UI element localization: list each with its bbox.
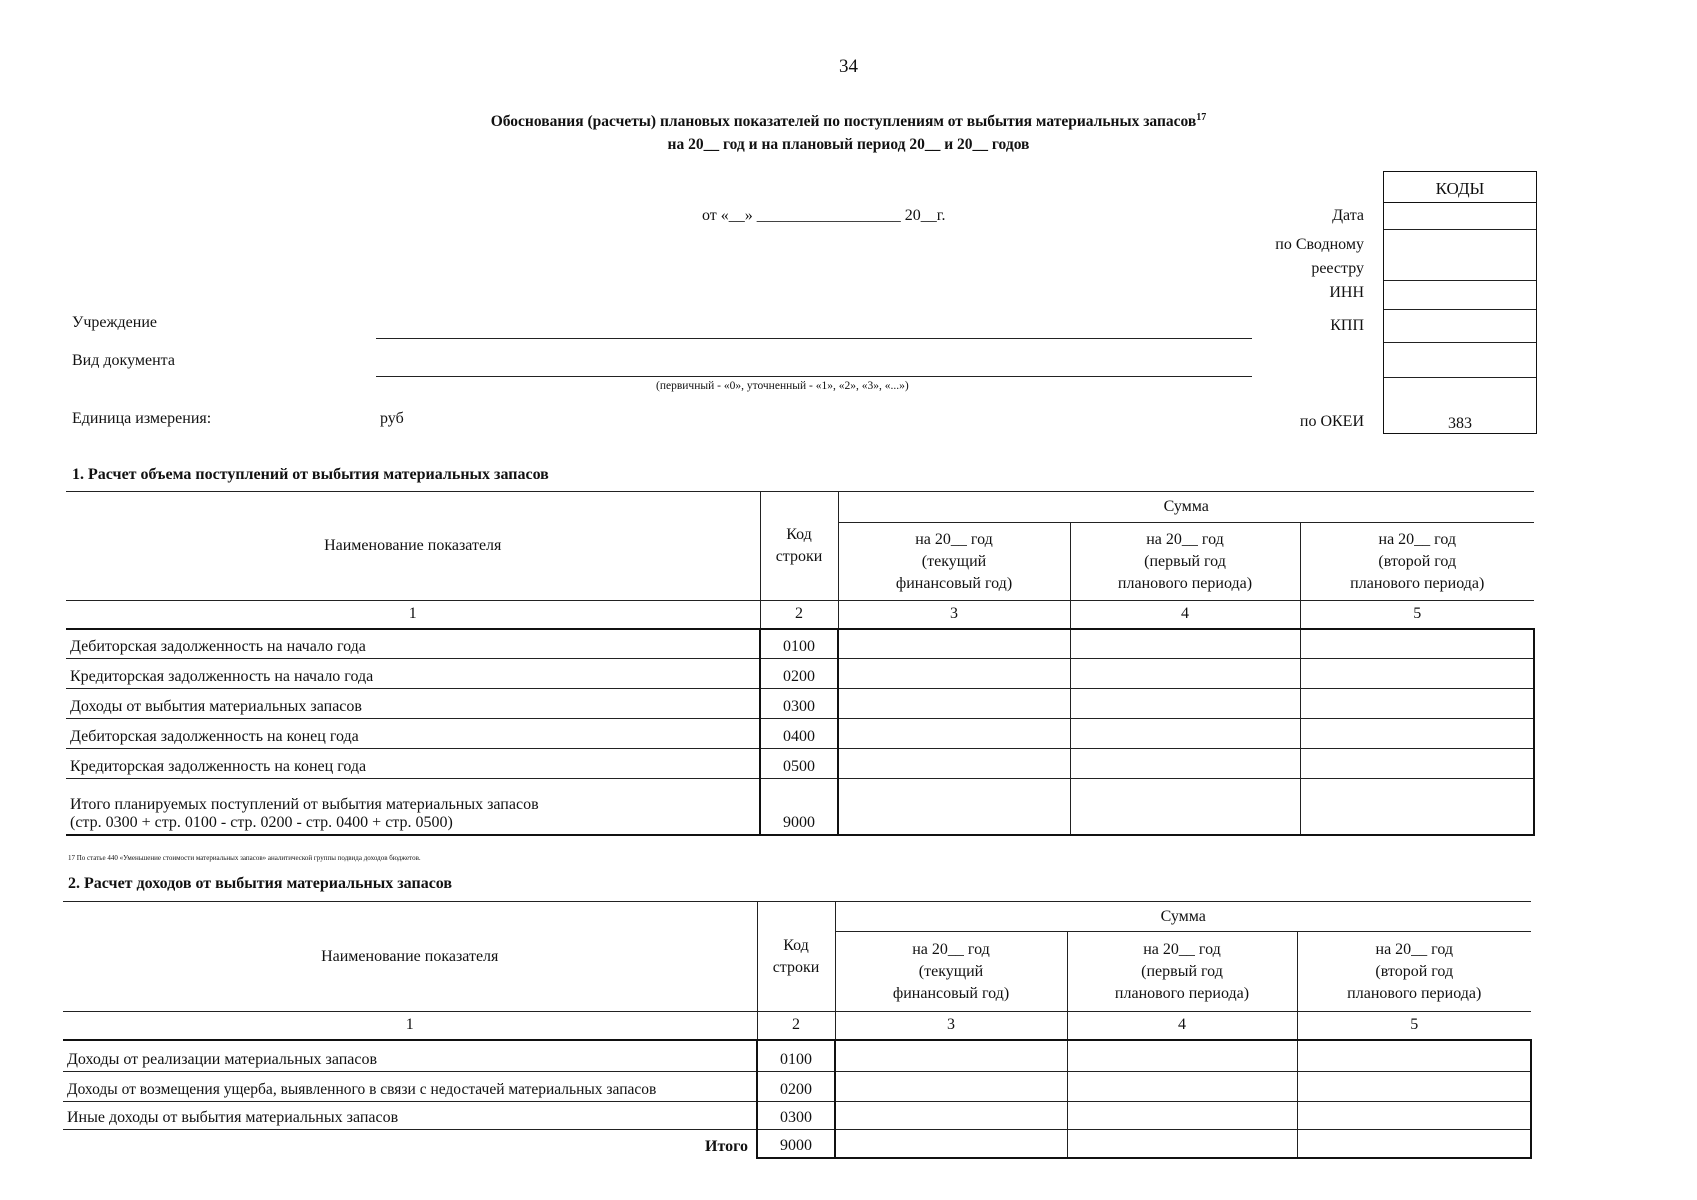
table-row [63,1102,1531,1130]
title-line-1: Обоснования (расчеты) плановых показателей по поступлениям от выбытия материальных запасов [490,113,1197,131]
s1-cell-y3[interactable] [1300,629,1534,659]
s1-cell-y1[interactable] [838,659,1070,689]
date-code-label: Дата [1332,207,1364,224]
s1-cell-y1[interactable] [838,629,1070,659]
section1-table [66,491,1535,836]
s1-cell-y2[interactable] [1070,629,1300,659]
s1-header-year3-2: (второй год [1378,552,1457,570]
registry-code-field[interactable] [1384,230,1536,281]
s1-header-year1 [838,523,1070,601]
s1-cell-y1[interactable] [838,749,1070,779]
s2-cell-y1[interactable] [835,1072,1067,1102]
s2-cell-y3[interactable] [1297,1040,1531,1072]
s1-header-code-2: строки [775,548,823,565]
s2-header-year1-3: финансовый год) [892,984,1010,1002]
doc-type-code-field[interactable] [1384,343,1536,378]
document-title [0,112,1697,131]
s2-total-y2[interactable] [1067,1130,1297,1158]
s1-row-name: Кредиторская задолженность на конец года [66,749,760,779]
s2-header-year2-3: планового периода) [1114,984,1250,1002]
doc-type-hint: (первичный - «0», уточненный - «1», «2», «3», «...») [656,380,909,392]
page-number: 34 [839,56,858,77]
s1-header-year1-3: финансовый год) [895,574,1013,592]
title-footnote-mark: 17 [1196,112,1207,123]
s1-row-code: 0300 [760,689,838,719]
kpp-code-label: КПП [1330,317,1364,334]
section2-table [63,901,1532,1159]
doc-type-label: Вид документа [72,352,175,369]
unit-label: Единица измерения: [72,410,212,427]
s2-total-y3[interactable] [1297,1130,1531,1158]
s1-row-code: 0200 [760,659,838,689]
s1-cell-y3[interactable] [1300,719,1534,749]
s2-cell-y2[interactable] [1067,1072,1297,1102]
s2-header-name: Наименование показателя [63,902,757,1012]
okei-code-label: по ОКЕИ [1299,413,1364,430]
s1-colnum-3: 3 [838,601,1070,629]
codes-box [1383,171,1537,434]
s1-cell-y3[interactable] [1300,749,1534,779]
inn-code-label: ИНН [1329,284,1364,301]
s1-cell-y3[interactable] [1300,689,1534,719]
s2-header-year3 [1297,932,1531,1012]
inn-code-field[interactable] [1384,281,1536,310]
registry-code-label-1: по Сводному [1275,236,1364,253]
s1-row-name: Дебиторская задолженность на конец года [66,719,760,749]
s2-header-year3-1: на 20__ год [1375,940,1454,958]
s1-row-code: 0400 [760,719,838,749]
s2-header-year1-2: (текущий [918,962,984,980]
s1-row-name: Доходы от выбытия материальных запасов [66,689,760,719]
unit-value: руб [380,410,404,427]
doc-type-field-line[interactable] [376,376,1252,377]
s2-row-code: 0300 [757,1102,835,1130]
institution-field-line[interactable] [376,338,1252,339]
s1-row-name: Кредиторская задолженность на начало года [66,659,760,689]
s2-header-sum: Сумма [835,902,1531,932]
s2-header-year3-2: (второй год [1375,962,1454,980]
s1-row-code: 0100 [760,629,838,659]
s1-colnum-1: 1 [408,605,417,623]
section1-title: 1. Расчет объема поступлений от выбытия материальных запасов [72,466,549,483]
s1-header-year2 [1070,523,1300,601]
s2-total-y1[interactable] [835,1130,1067,1158]
s1-total-name-2: (стр. 0300 + стр. 0100 - стр. 0200 - стр. 0400 + стр. 0500) [70,813,453,831]
s1-total-y2[interactable] [1070,779,1300,835]
s1-header-year3-1: на 20__ год [1378,530,1457,548]
s2-row-name: Доходы от возмещения ущерба, выявленного в связи с недостачей материальных запасов [63,1072,757,1102]
s1-cell-y3[interactable] [1300,659,1534,689]
s1-row-code: 0500 [760,749,838,779]
s1-header-code [760,492,838,601]
s2-cell-y1[interactable] [835,1040,1067,1072]
table-row [63,1072,1531,1102]
institution-label: Учреждение [72,314,157,331]
s2-colnum-1: 1 [405,1016,414,1034]
s2-colnum-4: 4 [1067,1012,1297,1040]
s1-header-sum: Сумма [838,492,1534,523]
section2-title: 2. Расчет доходов от выбытия материальных запасов [68,875,453,892]
s2-header-code-2: строки [772,958,820,976]
s1-total-name-1: Итого планируемых поступлений от выбытия материальных запасов [70,795,539,813]
s2-row-name: Иные доходы от выбытия материальных запасов [63,1102,757,1130]
s1-cell-y1[interactable] [838,719,1070,749]
registry-code-label-2: реестру [1311,260,1364,277]
table-row [66,749,1534,779]
s2-header-year1-1: на 20__ год [912,940,990,958]
s1-total-y1[interactable] [838,779,1070,835]
s1-header-year3 [1300,523,1534,601]
s1-colnum-2: 2 [760,601,838,629]
codes-header: КОДЫ [1384,172,1536,203]
s2-header-year3-3: планового периода) [1347,984,1482,1002]
s1-cell-y1[interactable] [838,689,1070,719]
s1-cell-y2[interactable] [1070,659,1300,689]
table-row [66,659,1534,689]
s1-total-y3[interactable] [1300,779,1534,835]
s2-row-code: 0100 [757,1040,835,1072]
s2-total-label: Итого [705,1137,748,1155]
s2-header-code [757,902,835,1012]
s2-header-year1 [835,932,1067,1012]
s2-header-year2-2: (первый год [1141,962,1223,980]
s2-header-year2 [1067,932,1297,1012]
s2-colnum-2: 2 [757,1012,835,1040]
s1-header-year2-3: планового периода) [1117,574,1253,592]
table-row [66,629,1534,659]
date-line: от «__» __________________ 20__г. [702,207,946,224]
s2-colnum-5: 5 [1297,1012,1531,1040]
s1-header-name: Наименование показателя [66,492,760,601]
s1-header-year3-3: планового периода) [1350,574,1485,592]
s2-total-code: 9000 [757,1130,835,1158]
date-code-field[interactable] [1384,203,1536,230]
footnote-17: 17 По статье 440 «Уменьшение стоимости материальных запасов» аналитической группы подвида доходов бюджетов. [68,854,421,862]
s1-header-code-1: Код [786,526,812,543]
s1-total-name [66,779,760,835]
s1-header-year2-1: на 20__ год [1146,530,1224,548]
s2-cell-y2[interactable] [1067,1102,1297,1130]
table-row [63,1130,1531,1158]
s1-row-name: Дебиторская задолженность на начало года [66,629,760,659]
s2-row-code: 0200 [757,1072,835,1102]
s1-colnum-4: 4 [1070,601,1300,629]
s2-header-year2-1: на 20__ год [1143,940,1221,958]
s1-header-year2-2: (первый год [1144,552,1226,570]
s1-header-year1-1: на 20__ год [915,530,993,548]
s2-cell-y3[interactable] [1297,1072,1531,1102]
table-row [63,1040,1531,1072]
s2-cell-y1[interactable] [835,1102,1067,1130]
table-row [66,719,1534,749]
s1-cell-y2[interactable] [1070,749,1300,779]
kpp-code-field[interactable] [1384,310,1536,343]
s2-header-code-1: Код [783,936,809,954]
s1-cell-y2[interactable] [1070,689,1300,719]
okei-code-value: 383 [1448,415,1472,432]
title-line-2: на 20__ год и на плановый период 20__ и 20__ годов [667,136,1030,153]
s1-header-year1-2: (текущий [921,552,987,570]
table-row [66,689,1534,719]
s2-row-name: Доходы от реализации материальных запасов [63,1040,757,1072]
s1-cell-y2[interactable] [1070,719,1300,749]
s1-total-code: 9000 [760,779,838,835]
s1-colnum-5: 5 [1300,601,1534,629]
s2-cell-y3[interactable] [1297,1102,1531,1130]
table-row [66,779,1534,835]
s2-cell-y2[interactable] [1067,1040,1297,1072]
s2-colnum-3: 3 [835,1012,1067,1040]
